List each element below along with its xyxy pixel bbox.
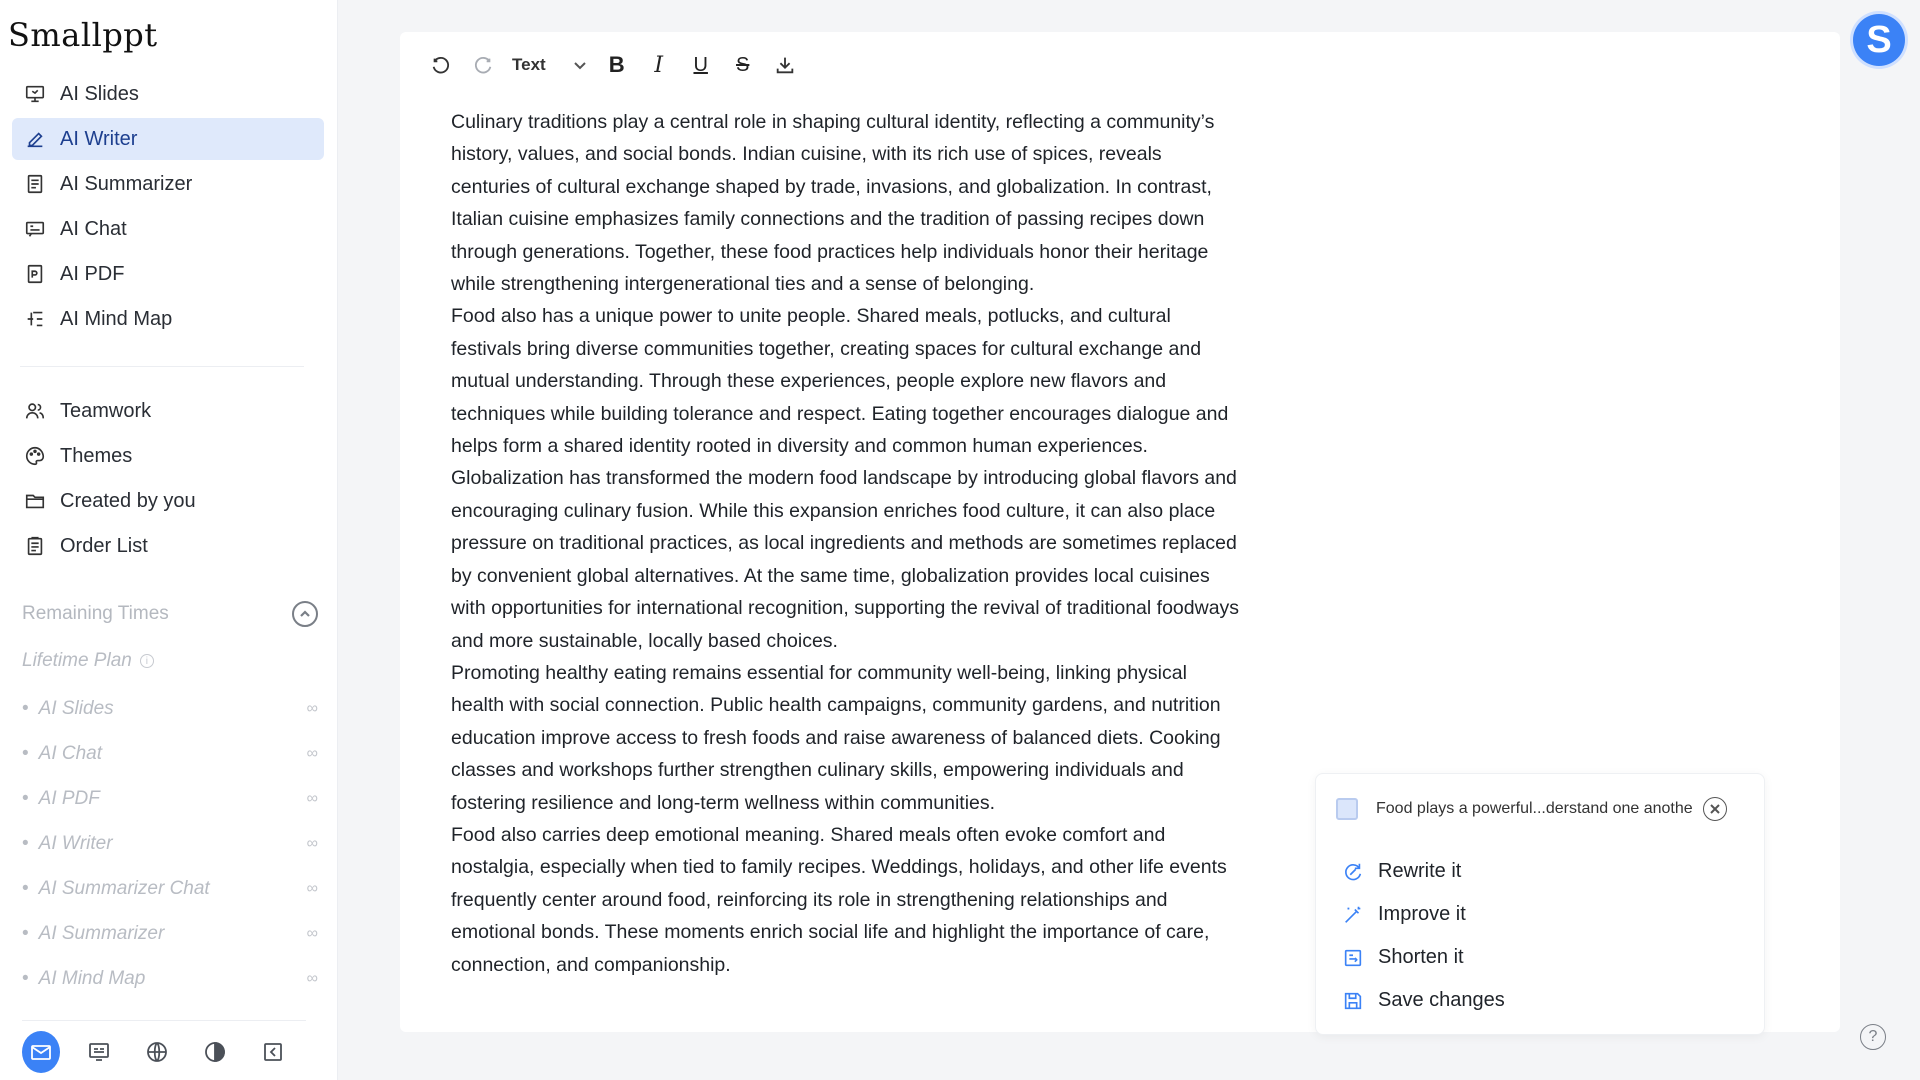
quota-label: • AI Summarizer Chat [22, 878, 210, 900]
quota-value: ∞ [306, 924, 318, 942]
secondary-nav [12, 390, 324, 570]
document-paragraph: Food also carries deep emotional meaning. Shared meals often evoke comfort and nostalgia, especially when tied to family recipes. Weddings, holidays, and other life events frequently center around food, reinforcing its role in strengthening relationships and emotional bonds. These moments enrich social life and highlight the importance of care, connection, and companionship. [451, 823, 1227, 976]
sidebar-item-label: Order List [60, 534, 148, 557]
language-button[interactable] [138, 1031, 176, 1073]
document-paragraph: Food also has a unique power to unite people. Shared meals, potlucks, and cultural festivals bring diverse communities together, creating spaces for cultural exchange and mutual understanding. Through these experiences, people explore new flavors and techniques while building tolerance and respect. Eating together encourages dialogue and helps form a shared identity rooted in diversity and common human experiences. [451, 305, 1229, 458]
slides-icon [87, 1040, 111, 1064]
pen-icon [22, 126, 48, 152]
quota-row [22, 731, 318, 776]
editor-toolbar [420, 48, 806, 82]
rewrite-button[interactable] [1342, 850, 1505, 893]
team-icon [22, 398, 48, 424]
quota-row [22, 686, 318, 731]
collapse-icon [261, 1040, 285, 1064]
remaining-times-title: Remaining Times [22, 603, 169, 624]
selection-checkbox[interactable] [1336, 798, 1358, 820]
collapse-sidebar-button[interactable] [254, 1031, 292, 1073]
document-content[interactable] [451, 106, 1241, 1026]
document-paragraph: Globalization has transformed the modern food landscape by introducing global flavors and encouraging culinary fusion. While this expansion enriches food culture, it can also place pressure on traditional practices, as local ingredients and methods are sometimes replaced by convenient global alternatives. At the same time, globalization provides local cuisines with opportunities for international recognition, supporting the revival of traditional foodways and more sustainable, locally based choices. [451, 467, 1240, 652]
quota-value: ∞ [306, 699, 318, 717]
underline-button[interactable]: U [693, 53, 708, 76]
undo-icon [430, 54, 452, 76]
user-avatar[interactable]: S [1853, 14, 1905, 66]
chevron-up-icon[interactable] [292, 601, 318, 627]
sidebar-bottom-divider [22, 1020, 306, 1021]
quota-list [22, 686, 318, 1001]
primary-nav [12, 73, 324, 343]
quota-label: • AI Slides [22, 698, 114, 720]
text-style-select[interactable] [512, 55, 588, 75]
quota-label: • AI Chat [22, 743, 102, 765]
chevron-down-icon [572, 57, 588, 73]
globe-icon [145, 1040, 169, 1064]
download-button[interactable] [764, 48, 806, 82]
palette-icon [22, 443, 48, 469]
clipboard-icon [22, 533, 48, 559]
plan-name: Lifetime Plan [22, 650, 132, 671]
plan-label [22, 648, 318, 674]
selected-text-chip [1336, 796, 1748, 822]
quota-value: ∞ [306, 834, 318, 852]
bold-button[interactable]: B [608, 52, 625, 77]
ai-action-list [1342, 850, 1505, 1022]
document-paragraph: Culinary traditions play a central role in shaping cultural identity, reflecting a community’s history, values, and social bonds. Indian cuisine, with its rich use of spices, reveals centuries of cultural exchange shaped by trade, invasions, and globalization. In contrast, Italian cuisine emphasizes family connections and the tradition of passing recipes down through generations. Together, these food practices help individuals honor their heritage while strengthening intergenerational ties and a sense of belonging. [451, 111, 1215, 296]
presentation-icon [22, 81, 48, 107]
sidebar-item-label: AI Slides [60, 82, 139, 105]
magic-wand-icon [1342, 904, 1364, 926]
sidebar-item-ai-mind-map[interactable] [12, 298, 324, 340]
quota-label: • AI PDF [22, 788, 100, 810]
save-changes-button[interactable] [1342, 979, 1505, 1022]
action-label: Improve it [1378, 903, 1466, 925]
sidebar-item-label: AI PDF [60, 262, 125, 285]
quota-row [22, 776, 318, 821]
pdf-icon [22, 261, 48, 287]
theme-toggle-button[interactable] [196, 1031, 234, 1073]
italic-button[interactable]: I [654, 52, 664, 78]
mindmap-icon [22, 306, 48, 332]
document-paragraph: Promoting healthy eating remains essential for community well-being, linking physical health with social connection. Public health campaigns, community gardens, and nutrition education improve access to fresh foods and raise awareness of balanced diets. Cooking classes and workshops further strengthen culinary skills, empowering individuals and fostering resilience and long-term wellness within communities. [451, 661, 1221, 814]
help-icon[interactable]: ? [1860, 1024, 1886, 1050]
strikethrough-button[interactable]: S [736, 53, 750, 76]
sidebar-item-order-list[interactable] [12, 525, 324, 567]
quota-label: • AI Summarizer [22, 923, 164, 945]
save-icon [1342, 990, 1364, 1012]
quota-value: ∞ [306, 789, 318, 807]
quota-value: ∞ [306, 744, 318, 762]
quota-row [22, 911, 318, 956]
sidebar-item-label: Created by you [60, 489, 196, 512]
sidebar-item-label: Teamwork [60, 399, 152, 422]
sidebar-divider [20, 366, 304, 367]
app-logo[interactable]: Smallppt [8, 16, 158, 54]
sidebar-bottom-bar [22, 1030, 312, 1074]
sidebar [0, 0, 338, 1080]
quota-value: ∞ [306, 969, 318, 987]
improve-button[interactable] [1342, 893, 1505, 936]
document-icon [22, 171, 48, 197]
quota-row [22, 956, 318, 1001]
sidebar-item-themes[interactable] [12, 435, 324, 477]
sidebar-item-teamwork[interactable] [12, 390, 324, 432]
close-icon[interactable] [1703, 797, 1727, 821]
text-style-value: Text [512, 55, 546, 74]
action-label: Rewrite it [1378, 860, 1462, 882]
rewrite-icon [1342, 861, 1364, 883]
undo-button[interactable] [420, 48, 462, 82]
action-label: Shorten it [1378, 946, 1464, 968]
sidebar-item-label: AI Chat [60, 217, 127, 240]
download-icon [774, 54, 796, 76]
shorten-icon [1342, 947, 1364, 969]
quota-row [22, 866, 318, 911]
sidebar-item-ai-chat[interactable] [12, 208, 324, 250]
redo-icon [472, 54, 494, 76]
sidebar-item-created-by-you[interactable] [12, 480, 324, 522]
sidebar-item-label: Themes [60, 444, 133, 467]
contrast-icon [203, 1040, 227, 1064]
quota-label: • AI Writer [22, 833, 113, 855]
mail-icon [29, 1040, 53, 1064]
redo-button[interactable] [462, 48, 504, 82]
sidebar-item-label: AI Mind Map [60, 307, 173, 330]
chat-icon [22, 216, 48, 242]
sidebar-item-ai-writer[interactable] [12, 118, 324, 160]
remaining-times-panel [22, 600, 318, 1001]
quota-row [22, 821, 318, 866]
mail-button[interactable] [22, 1031, 60, 1073]
info-icon[interactable]: i [140, 654, 154, 668]
ai-assist-panel [1315, 773, 1765, 1035]
quota-label: • AI Mind Map [22, 968, 145, 990]
sidebar-item-ai-pdf[interactable] [12, 253, 324, 295]
selected-text-preview: Food plays a powerful...derstand one anothe [1376, 800, 1693, 817]
sidebar-item-ai-summarizer[interactable] [12, 163, 324, 205]
quota-value: ∞ [306, 879, 318, 897]
shorten-button[interactable] [1342, 936, 1505, 979]
sidebar-item-label: AI Writer [60, 127, 138, 150]
folder-icon [22, 488, 48, 514]
sidebar-item-label: AI Summarizer [60, 172, 193, 195]
slides-button[interactable] [80, 1031, 118, 1073]
remaining-times-header[interactable] [22, 600, 318, 628]
sidebar-item-ai-slides[interactable] [12, 73, 324, 115]
action-label: Save changes [1378, 989, 1505, 1011]
